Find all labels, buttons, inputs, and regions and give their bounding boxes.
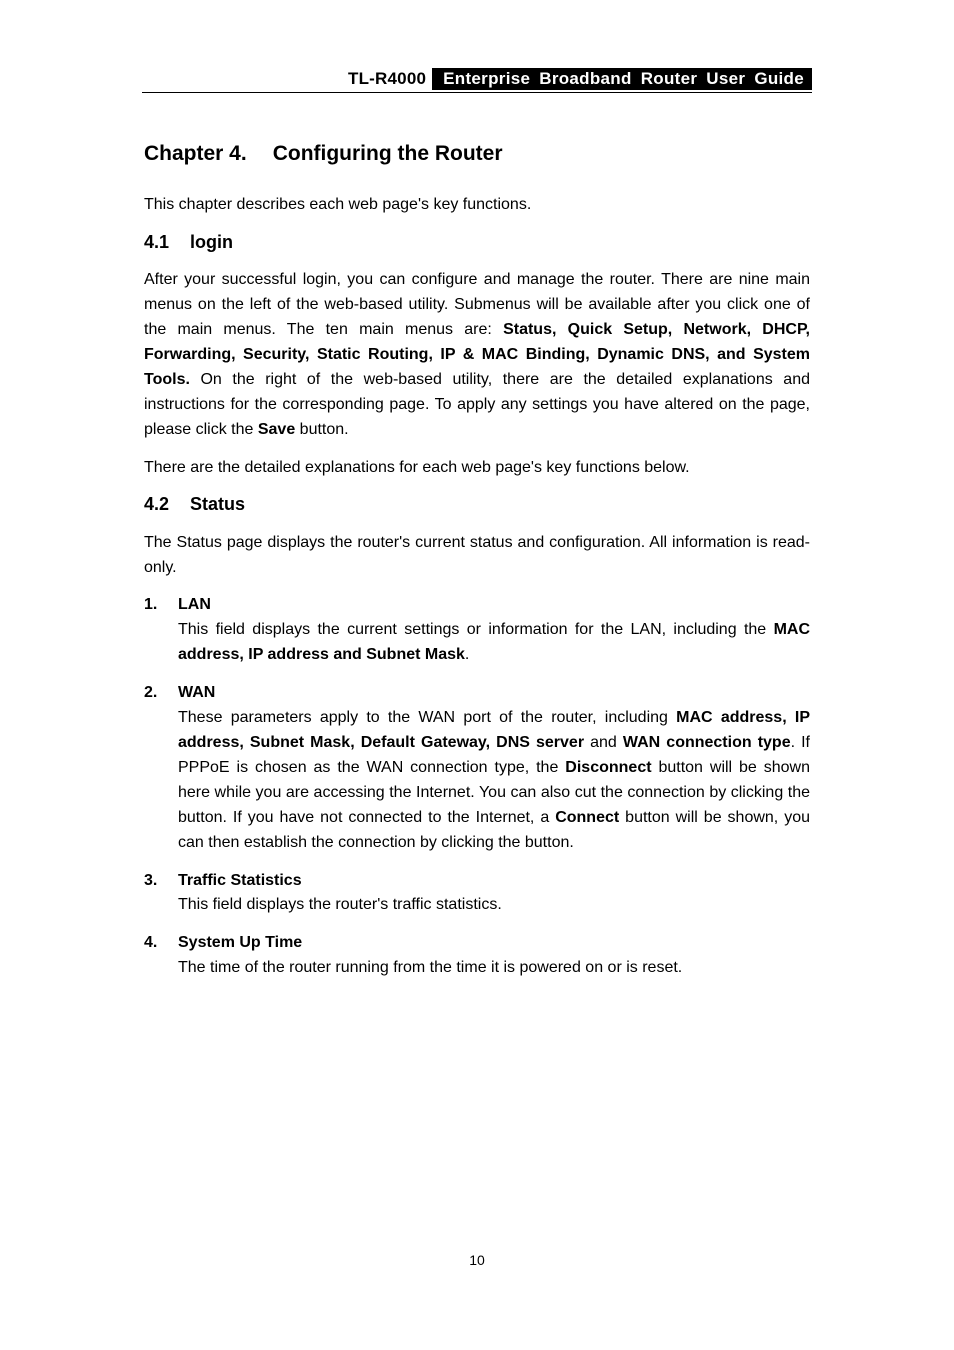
- item-title: System Up Time: [178, 934, 303, 951]
- item-lan-body: [178, 617, 810, 667]
- item-traffic-title: [144, 868, 810, 893]
- wan-text-2: and: [584, 734, 623, 751]
- chapter-intro: This chapter describes each web page's key functions.: [144, 196, 532, 213]
- lan-text-1: This field displays the current settings or information for the LAN, including the: [178, 621, 774, 638]
- guide-title: Enterprise Broadband Router User Guide: [432, 68, 812, 90]
- section-title: Status: [190, 494, 246, 514]
- page-header: [142, 68, 812, 93]
- chapter-heading: [144, 140, 810, 168]
- item-title: Traffic Statistics: [178, 872, 302, 889]
- chapter-number: Chapter 4.: [144, 142, 247, 165]
- section-heading-status: [144, 492, 810, 516]
- lan-text-2: .: [464, 646, 470, 663]
- item-wan-body: [178, 705, 810, 855]
- chapter-title: Configuring the Router: [272, 142, 503, 165]
- section-title: login: [190, 232, 233, 252]
- item-number: 4.: [144, 934, 158, 951]
- item-number: 2.: [144, 684, 158, 701]
- login-paragraph: [144, 267, 810, 442]
- item-number: 3.: [144, 872, 158, 889]
- login-text-1: After your successful login, you can configure and manage the router. There are nine main menus on the left of the web-based utility. Submenus will be available after you click one of the main menus. The ten main menus are:: [144, 271, 810, 338]
- connect-term: Connect: [555, 809, 620, 826]
- main-menus-list: Status, Quick Setup, Network, DHCP, Forwarding, Security, Static Routing, IP & MAC Binding, Dynamic DNS, and System Tools.: [144, 321, 811, 388]
- item-wan-title: [144, 680, 810, 705]
- model-name: TL-R4000: [348, 69, 427, 88]
- item-uptime-title: [144, 930, 810, 955]
- login-paragraph-2: There are the detailed explanations for each web page's key functions below.: [144, 459, 690, 476]
- item-lan-title: [144, 592, 810, 617]
- wan-text-3: . If PPPoE is chosen as the WAN connection type, the: [178, 734, 810, 776]
- wan-connection-type-term: WAN connection type: [622, 734, 791, 751]
- wan-text-4: button will be shown here while you are accessing the Internet. You can also cut the connection by clicking the button. If you have not connected to the Internet, a: [178, 759, 811, 826]
- section-number: 4.2: [144, 494, 170, 514]
- item-uptime-body: The time of the router running from the time it is powered on or is reset.: [178, 959, 683, 976]
- item-title: LAN: [178, 596, 211, 613]
- wan-fields: MAC address, IP address, Subnet Mask, Default Gateway, DNS server: [178, 709, 810, 751]
- page-number: 10: [469, 1252, 485, 1268]
- status-intro: The Status page displays the router's current status and configuration. All information is read-only.: [144, 534, 810, 576]
- disconnect-term: Disconnect: [565, 759, 652, 776]
- item-traffic-body: This field displays the router's traffic statistics.: [178, 896, 502, 913]
- login-text-3: button.: [295, 421, 349, 438]
- item-title: WAN: [178, 684, 216, 701]
- section-number: 4.1: [144, 232, 170, 252]
- save-term: Save: [257, 421, 296, 438]
- wan-text-1: These parameters apply to the WAN port of the router, including: [178, 709, 677, 726]
- item-number: 1.: [144, 596, 158, 613]
- wan-text-5: button will be shown, you can then establish the connection by clicking the button.: [178, 809, 811, 851]
- login-text-2: On the right of the web-based utility, there are the detailed explanations and instructions for the corresponding page. To apply any settings you have altered on the page, please click the: [144, 371, 810, 438]
- lan-fields: MAC address, IP address and Subnet Mask: [178, 621, 810, 663]
- section-heading-login: [144, 230, 810, 254]
